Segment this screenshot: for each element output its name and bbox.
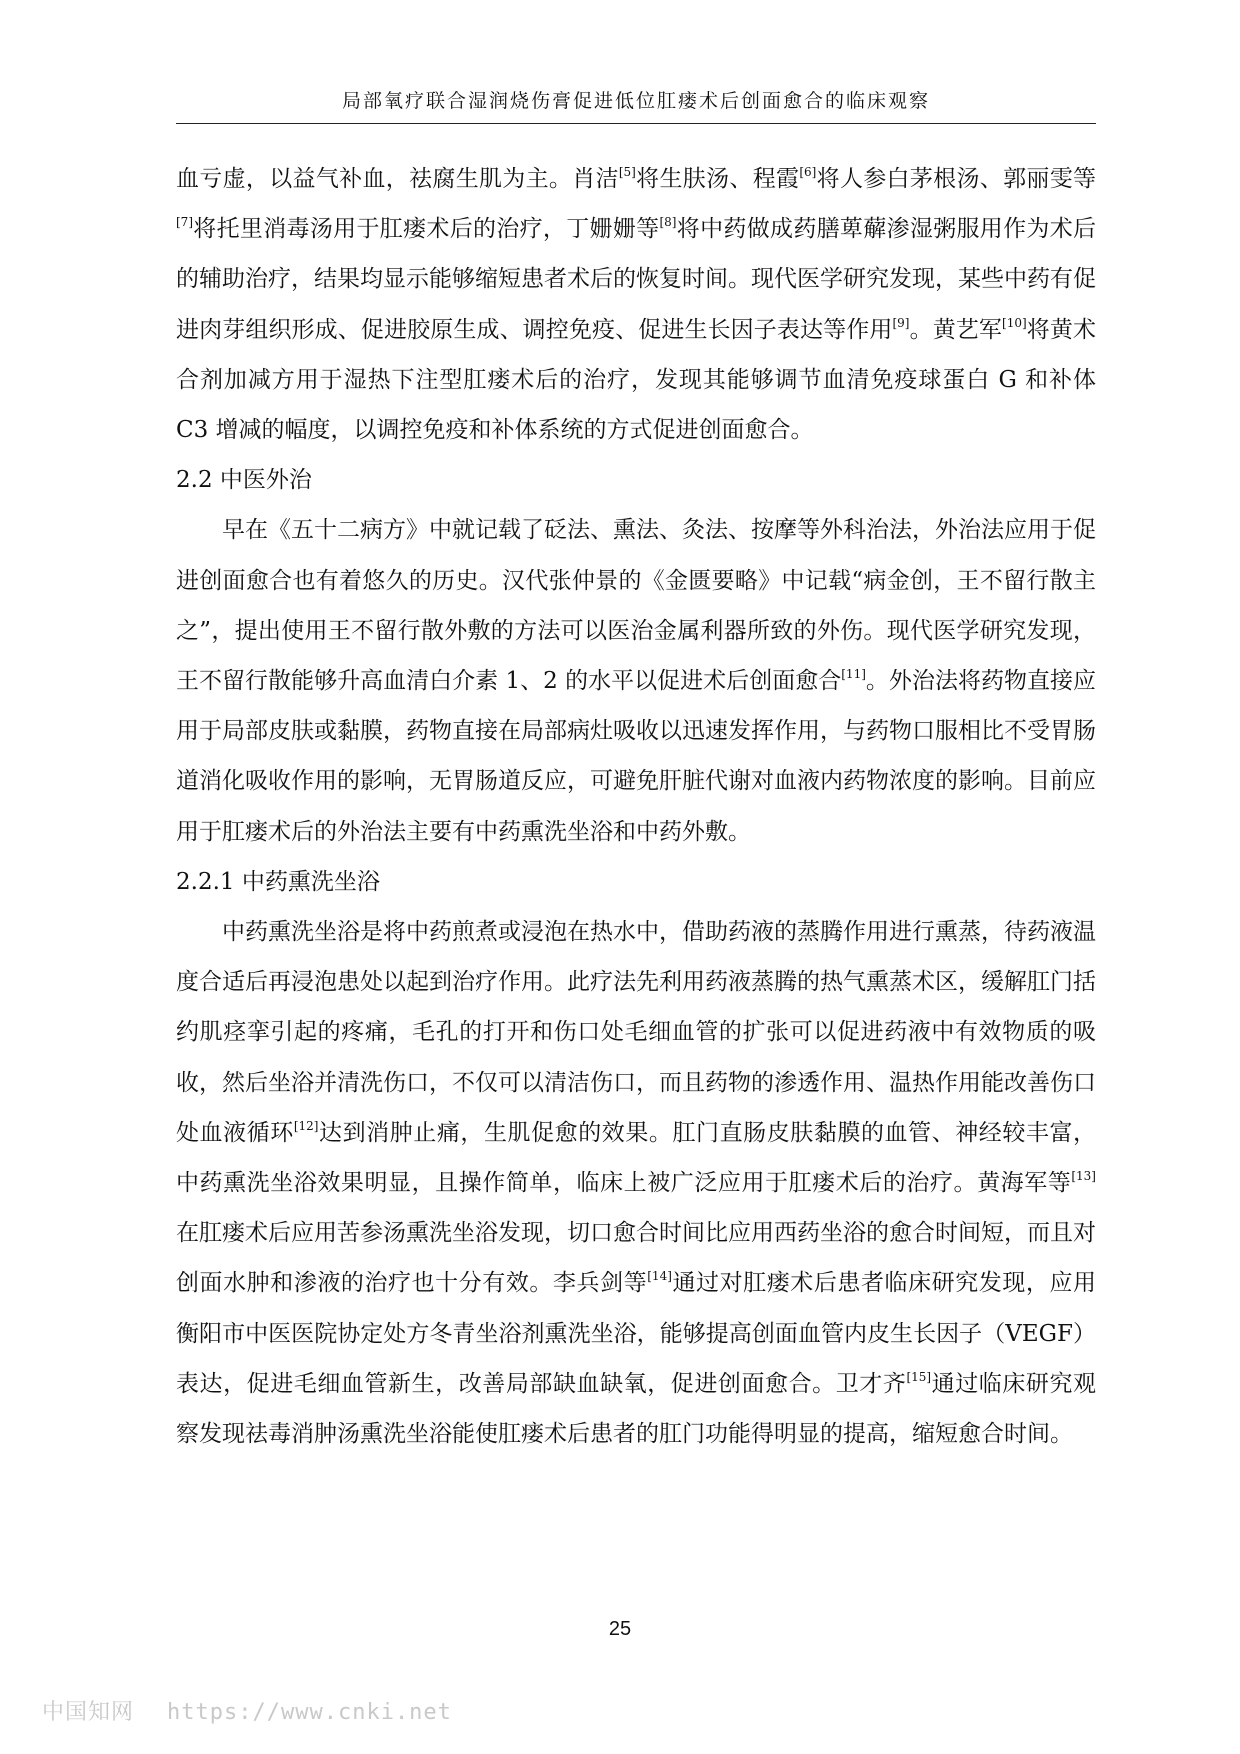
section-heading — [176, 455, 1096, 505]
citation-reference: [10] — [1002, 315, 1027, 330]
text-segment: 通过临床研究观察发现祛毒消肿汤熏洗坐浴能使肛瘘术后患者的肛门功能得明显的提高，缩短愈合时间。 — [176, 1370, 1097, 1448]
text-segment: 将托里消毒汤用于肛瘘术后的治疗，丁姗姗等 — [193, 216, 660, 243]
cnki-watermark — [42, 1695, 452, 1726]
citation-reference: [8] — [659, 215, 677, 230]
text-segment: 。外治法将药物直接应用于局部皮肤或黏膜，药物直接在局部病灶吸收以迅速发挥作用，与药物口服相比不受胃肠道消化吸收作用的影响，无胃肠道反应，可避免肝脏代谢对血液内药物浓度的影响。目前应用于肛瘘术后的外治法主要有中药熏洗坐浴和中药外敷。 — [176, 668, 1097, 845]
paragraph — [176, 505, 1096, 856]
text-segment: 早在《五十二病方》中就记载了砭法、熏法、灸法、按摩等外科治法，外治法应用于促进创面愈合也有着悠久的历史。汉代张仲景的《金匮要略》中记载“病金创，王不留行散主之”，提出使用王不留行散外敷的方法可以医治金属利器所致的外伤。现代医学研究发现，王不留行散能够升高血清白介素 1、2 的水平以促进术后创面愈合 — [176, 517, 1096, 695]
text-segment: 将黄术合剂加减方用于湿热下注型肛瘘术后的治疗，发现其能够调节血清免疫球蛋白 G 和补体 C3 增减的幅度，以调控免疫和补体系统的方式促进创面愈合。 — [176, 316, 1097, 444]
text-segment: 将中药做成药膳萆薢渗湿粥服用作为术后的辅助治疗，结果均显示能够缩短患者术后的恢复时间。现代医学研究发现，某些中药有促进肉芽组织形成、促进胶原生成、调控免疫、促进生长因子表达等作用 — [176, 216, 1097, 343]
text-segment: 将生肤汤、程霞 — [635, 166, 800, 192]
citation-reference: [6] — [799, 165, 817, 179]
citation-reference: [5] — [618, 165, 636, 179]
citation-reference: [9] — [892, 315, 910, 330]
citation-reference: [14] — [647, 1269, 672, 1284]
citation-reference: [11] — [841, 667, 866, 682]
paragraph — [176, 907, 1096, 1459]
citation-reference: [12] — [293, 1118, 319, 1133]
text-segment: 达到消肿止痛，生肌促愈的效果。肛门直肠皮肤黏膜的血管、神经较丰富，中药熏洗坐浴效果明显，且操作简单，临床上被广泛应用于肛瘘术后的治疗。黄海军等 — [176, 1119, 1097, 1197]
citation-reference: [13] — [1071, 1169, 1096, 1184]
text-segment: 在肛瘘术后应用苦参汤熏洗坐浴发现，切口愈合时间比应用西药坐浴的愈合时间短，而且对创面水肿和渗液的治疗也十分有效。李兵剑等 — [176, 1220, 1096, 1297]
watermark-url: https://www.cnki.net — [167, 1700, 452, 1725]
text-segment: 血亏虚，以益气补血，祛腐生肌为主。肖洁 — [176, 166, 619, 192]
body-text — [176, 154, 1096, 1459]
header-divider — [176, 123, 1096, 124]
text-segment: 2.2 中医外治 — [176, 467, 312, 494]
text-segment: 2.2.1 中药熏洗坐浴 — [176, 868, 380, 895]
watermark-site-name: 中国知网 — [42, 1700, 135, 1725]
citation-reference: [15] — [906, 1369, 932, 1384]
page-number: 25 — [608, 1618, 632, 1640]
paragraph — [176, 154, 1096, 455]
text-segment: 。黄艺军 — [909, 316, 1003, 343]
section-heading — [176, 857, 1096, 907]
text-segment: 将人参白茅根汤、郭丽雯等 — [816, 166, 1097, 192]
text-segment: 中药熏洗坐浴是将中药煎煮或浸泡在热水中，借助药液的蒸腾作用进行熏蒸，待药液温度合适后再浸泡患处以起到治疗作用。此疗法先利用药液蒸腾的热气熏蒸术区，缓解肛门括约肌痉挛引起的疼痛，毛孔的打开和伤口处毛细血管的扩张可以促进药液中有效物质的吸收，然后坐浴并清洗伤口，不仅可以清洁伤口，而且药物的渗透作用、温热作用能改善伤口处血液循环 — [176, 919, 1096, 1146]
running-header: 局部氧疗联合湿润烧伤膏促进低位肛瘘术后创面愈合的临床观察 — [341, 90, 930, 112]
text-segment: 通过对肛瘘术后患者临床研究发现，应用衡阳市中医医院协定处方冬青坐浴剂熏洗坐浴，能够提高创面血管内皮生长因子（VEGF）表达，促进毛细血管新生，改善局部缺血缺氧，促进创面愈合。卫才齐 — [176, 1270, 1097, 1397]
citation-reference: [7] — [176, 215, 193, 230]
